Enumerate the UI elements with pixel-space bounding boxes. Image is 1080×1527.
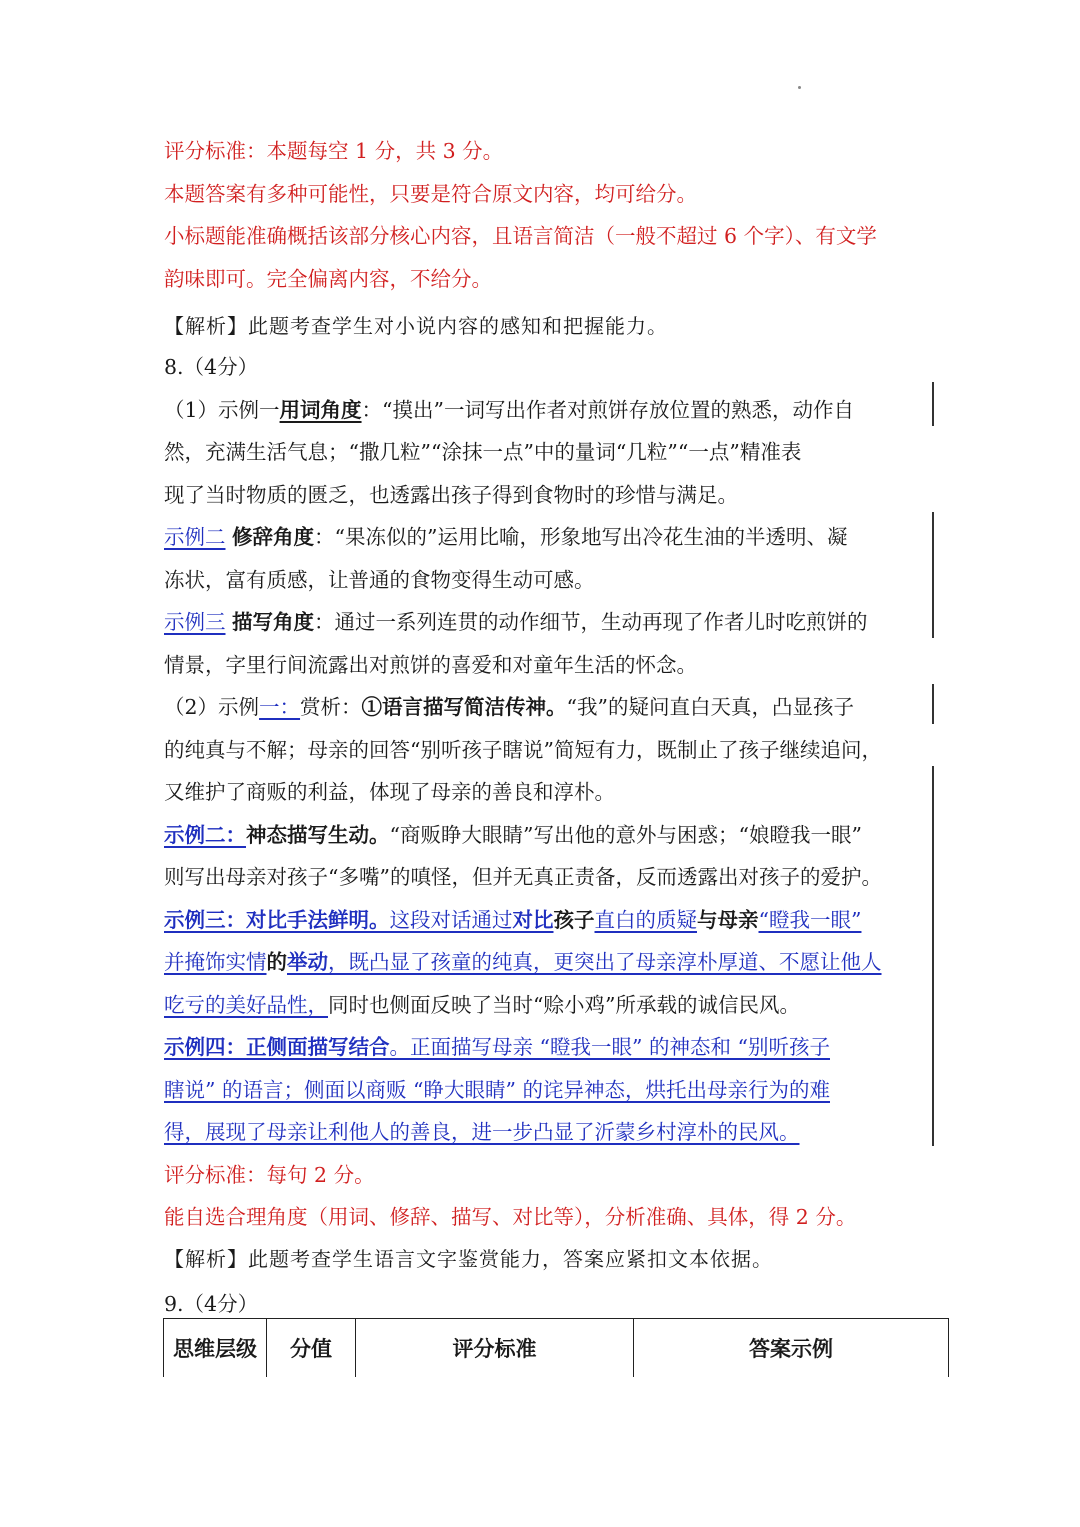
margin-mark-2 xyxy=(932,512,934,638)
table-header-score: 分值 xyxy=(267,1319,356,1378)
table-header-level: 思维层级 xyxy=(164,1319,267,1378)
q8-scoring-line-1: 评分标准：每句 2 分。 xyxy=(164,1162,375,1187)
q8-part2-example-3-line-1: 示例三：对比手法鲜明。这段对话通过对比孩子直白的质疑与母亲“瞪我一眼” xyxy=(164,907,862,932)
example-2-label: 示例二 xyxy=(164,525,226,549)
q8-example-1-line-2: 然，充满生活气息；“撒几粒”“涂抹一点”中的量词“几粒”“一点”精准表 xyxy=(164,440,802,464)
q8-example-2-line-2: 冻状，富有质感，让普通的食物变得生动可感。 xyxy=(164,567,595,592)
q8-part2-example-4-line-3: 得，展现了母亲让利他人的善良，进一步凸显了沂蒙乡村淳朴的民风。 xyxy=(164,1120,800,1144)
q8-heading: 8.（4分） xyxy=(164,355,259,379)
q8-example-1-line-3: 现了当时物质的匮乏，也透露出孩子得到食物时的珍惜与满足。 xyxy=(164,482,738,507)
q9-scoring-table xyxy=(163,1318,949,1377)
q8-scoring-line-2: 能自选合理角度（用词、修辞、描写、对比等），分析准确、具体，得 2 分。 xyxy=(164,1205,857,1229)
q7-analysis: 【解析】此题考查学生对小说内容的感知和把握能力。 xyxy=(164,314,668,338)
angle-rhetoric: 修辞角度 xyxy=(232,525,315,549)
q8-example-2-line-1: 示例二 修辞角度：“果冻似的”运用比喻，形象地写出冷花生油的半透明、凝 xyxy=(164,525,848,549)
angle-wording: 用词角度 xyxy=(279,397,362,422)
margin-mark-1 xyxy=(932,382,934,426)
q8-part2-example-3-line-3: 吃亏的美好品性，同时也侧面反映了当时“赊小鸡”所承载的诚信民风。 xyxy=(164,992,800,1017)
q8-example-3-line-1: 示例三 描写角度：通过一系列连贯的动作细节，生动再现了作者儿时吃煎饼的 xyxy=(164,610,868,634)
margin-mark-4 xyxy=(932,766,934,1146)
q7-scoring-line-4: 韵味即可。完全偏离内容，不给分。 xyxy=(164,266,492,291)
q8-part2-example-2-line-1: 示例二：神态描写生动。“商贩睁大眼睛”写出他的意外与困惑；“娘瞪我一眼” xyxy=(164,822,862,847)
scan-dot xyxy=(798,86,801,89)
q8-analysis: 【解析】此题考查学生语言文字鉴赏能力，答案应紧扣文本依据。 xyxy=(164,1246,773,1271)
q9-heading: 9.（4分） xyxy=(164,1291,259,1316)
q7-scoring-line-3: 小标题能准确概括该部分核心内容，且语言简洁（一般不超过 6 个字）、有文学 xyxy=(164,224,877,248)
q8-example-1-line-1: （1）示例一用词角度：“摸出”一词写出作者对煎饼存放位置的熟悉，动作自 xyxy=(164,397,855,422)
margin-mark-3 xyxy=(932,684,934,724)
table-header-row xyxy=(164,1319,949,1378)
angle-description: 描写角度 xyxy=(232,610,315,634)
q8-part2-line-3: 又维护了商贩的利益，体现了母亲的善良和淳朴。 xyxy=(164,780,615,804)
q7-scoring-line-2: 本题答案有多种可能性，只要是符合原文内容，均可给分。 xyxy=(164,181,697,206)
q8-part2-line-1: （2）示例一：赏析：①语言描写简洁传神。“我”的疑问直白天真，凸显孩子 xyxy=(164,695,855,719)
answer-content xyxy=(164,130,924,1325)
q8-part2-example-3-line-2: 并掩饰实情的举动，既凸显了孩童的纯真，更突出了母亲淳朴厚道、不愿让他人 xyxy=(164,950,882,974)
example-3-label: 示例三 xyxy=(164,610,226,634)
q8-part2-example-2-line-2: 则写出母亲对孩子“多嘴”的嗔怪，但并无真正责备，反而透露出对孩子的爱护。 xyxy=(164,865,882,889)
table-header-criteria: 评分标准 xyxy=(356,1319,634,1378)
q8-part2-line-2: 的纯真与不解；母亲的回答“别听孩子瞎说”简短有力，既制止了孩子继续追问， xyxy=(164,737,882,762)
q8-part2-example-4-line-1: 示例四：正侧面描写结合。正面描写母亲 “瞪我一眼” 的神态和 “别听孩子 xyxy=(164,1035,830,1059)
q7-scoring-line-1: 评分标准：本题每空 1 分，共 3 分。 xyxy=(164,139,504,163)
table-header-example: 答案示例 xyxy=(634,1319,949,1378)
q8-part2-example-4-line-2: 瞎说” 的语言；侧面以商贩 “睁大眼睛” 的诧异神态，烘托出母亲行为的难 xyxy=(164,1077,830,1102)
q8-example-3-line-2: 情景，字里行间流露出对煎饼的喜爱和对童年生活的怀念。 xyxy=(164,652,697,677)
